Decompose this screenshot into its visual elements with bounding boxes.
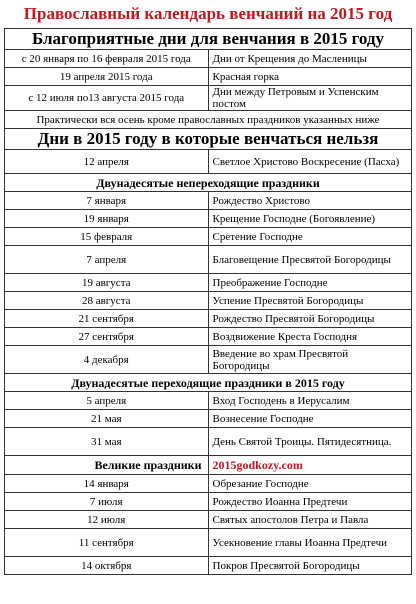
great-feasts-heading: Великие праздники: [5, 456, 209, 475]
feast-date: 19 января: [5, 210, 209, 228]
feast-name: Покров Пресвятой Богородицы: [208, 557, 412, 575]
note-row: [5, 111, 412, 129]
feast-date: 21 сентября: [5, 310, 209, 328]
feast-date: 14 октября: [5, 557, 209, 575]
favorable-event: Дни между Петровым и Успенским постом: [208, 86, 412, 111]
feast-name: Введение во храм Пресвятой Богородицы: [208, 346, 412, 374]
feast-name: Преображение Господне: [208, 274, 412, 292]
feast-name: Вход Господень в Иерусалим: [208, 392, 412, 410]
favorable-date: с 12 июля по13 августа 2015 года: [5, 86, 209, 111]
feast-date: 5 апреля: [5, 392, 209, 410]
feast-name: Рождество Иоанна Предтечи: [208, 493, 412, 511]
feast-date: 11 сентября: [5, 529, 209, 557]
feast-date: 21 мая: [5, 410, 209, 428]
feast-date: 28 августа: [5, 292, 209, 310]
feast-date: 4 декабря: [5, 346, 209, 374]
feast-name: Обрезание Господне: [208, 475, 412, 493]
table-row: [5, 328, 412, 346]
feast-date: 7 апреля: [5, 246, 209, 274]
moving-heading-row: [5, 374, 412, 392]
feast-name: Святых апостолов Петра и Павла: [208, 511, 412, 529]
favorable-heading: Благоприятные дни для венчания в 2015 году: [5, 29, 412, 50]
feast-name: Рождество Пресвятой Богородицы: [208, 310, 412, 328]
feast-name: Успение Пресвятой Богородицы: [208, 292, 412, 310]
feast-name: Воздвижение Креста Господня: [208, 328, 412, 346]
favorable-date: 19 апреля 2015 года: [5, 68, 209, 86]
feast-date: 14 января: [5, 475, 209, 493]
feast-name: Вознесение Господне: [208, 410, 412, 428]
table-row: [5, 210, 412, 228]
table-row: [5, 392, 412, 410]
feast-name: Благовещение Пресвятой Богородицы: [208, 246, 412, 274]
moving-feasts-heading: Двунадесятые переходящие праздники в 2015 году: [5, 374, 412, 392]
feast-date: 19 августа: [5, 274, 209, 292]
table-row: [5, 50, 412, 68]
wedding-calendar-table: [4, 28, 412, 575]
favorable-heading-row: [5, 29, 412, 50]
favorable-event: Красная горка: [208, 68, 412, 86]
feast-date: 7 января: [5, 192, 209, 210]
forbidden-heading-row: [5, 129, 412, 150]
feast-date: 15 февраля: [5, 228, 209, 246]
feast-date: 7 июля: [5, 493, 209, 511]
table-row: [5, 228, 412, 246]
feast-name: Сретение Господне: [208, 228, 412, 246]
fixed-heading-row: [5, 174, 412, 192]
table-row: [5, 529, 412, 557]
forbidden-date: 12 апреля: [5, 150, 209, 174]
feast-name: Усекновение главы Иоанна Предтечи: [208, 529, 412, 557]
fixed-feasts-heading: Двунадесятые непереходящие праздники: [5, 174, 412, 192]
table-row: [5, 410, 412, 428]
site-watermark: 2015godkozy.com: [208, 456, 412, 475]
table-row: [5, 310, 412, 328]
forbidden-heading: Дни в 2015 году в которые венчаться нельзя: [5, 129, 412, 150]
table-row: [5, 292, 412, 310]
table-row: [5, 274, 412, 292]
feast-name: Крещение Господне (Богоявление): [208, 210, 412, 228]
table-row: [5, 428, 412, 456]
autumn-note: Практически вся осень кроме православных праздников указанных ниже: [5, 111, 412, 129]
forbidden-event: Светлое Христово Воскресение (Пасха): [208, 150, 412, 174]
feast-date: 27 сентября: [5, 328, 209, 346]
table-row: [5, 68, 412, 86]
feast-date: 31 мая: [5, 428, 209, 456]
feast-date: 12 июля: [5, 511, 209, 529]
table-row: [5, 192, 412, 210]
table-row: [5, 557, 412, 575]
table-row: [5, 346, 412, 374]
table-row: [5, 493, 412, 511]
table-row: [5, 86, 412, 111]
table-row: [5, 150, 412, 174]
page-title: Православный календарь венчаний на 2015 год: [23, 4, 393, 23]
table-row: [5, 511, 412, 529]
favorable-date: с 20 января по 16 февраля 2015 года: [5, 50, 209, 68]
great-heading-row: [5, 456, 412, 475]
feast-name: Рождество Христово: [208, 192, 412, 210]
table-row: [5, 246, 412, 274]
favorable-event: Дни от Крещения до Масленицы: [208, 50, 412, 68]
table-row: [5, 475, 412, 493]
feast-name: День Святой Троицы. Пятидесятница.: [208, 428, 412, 456]
